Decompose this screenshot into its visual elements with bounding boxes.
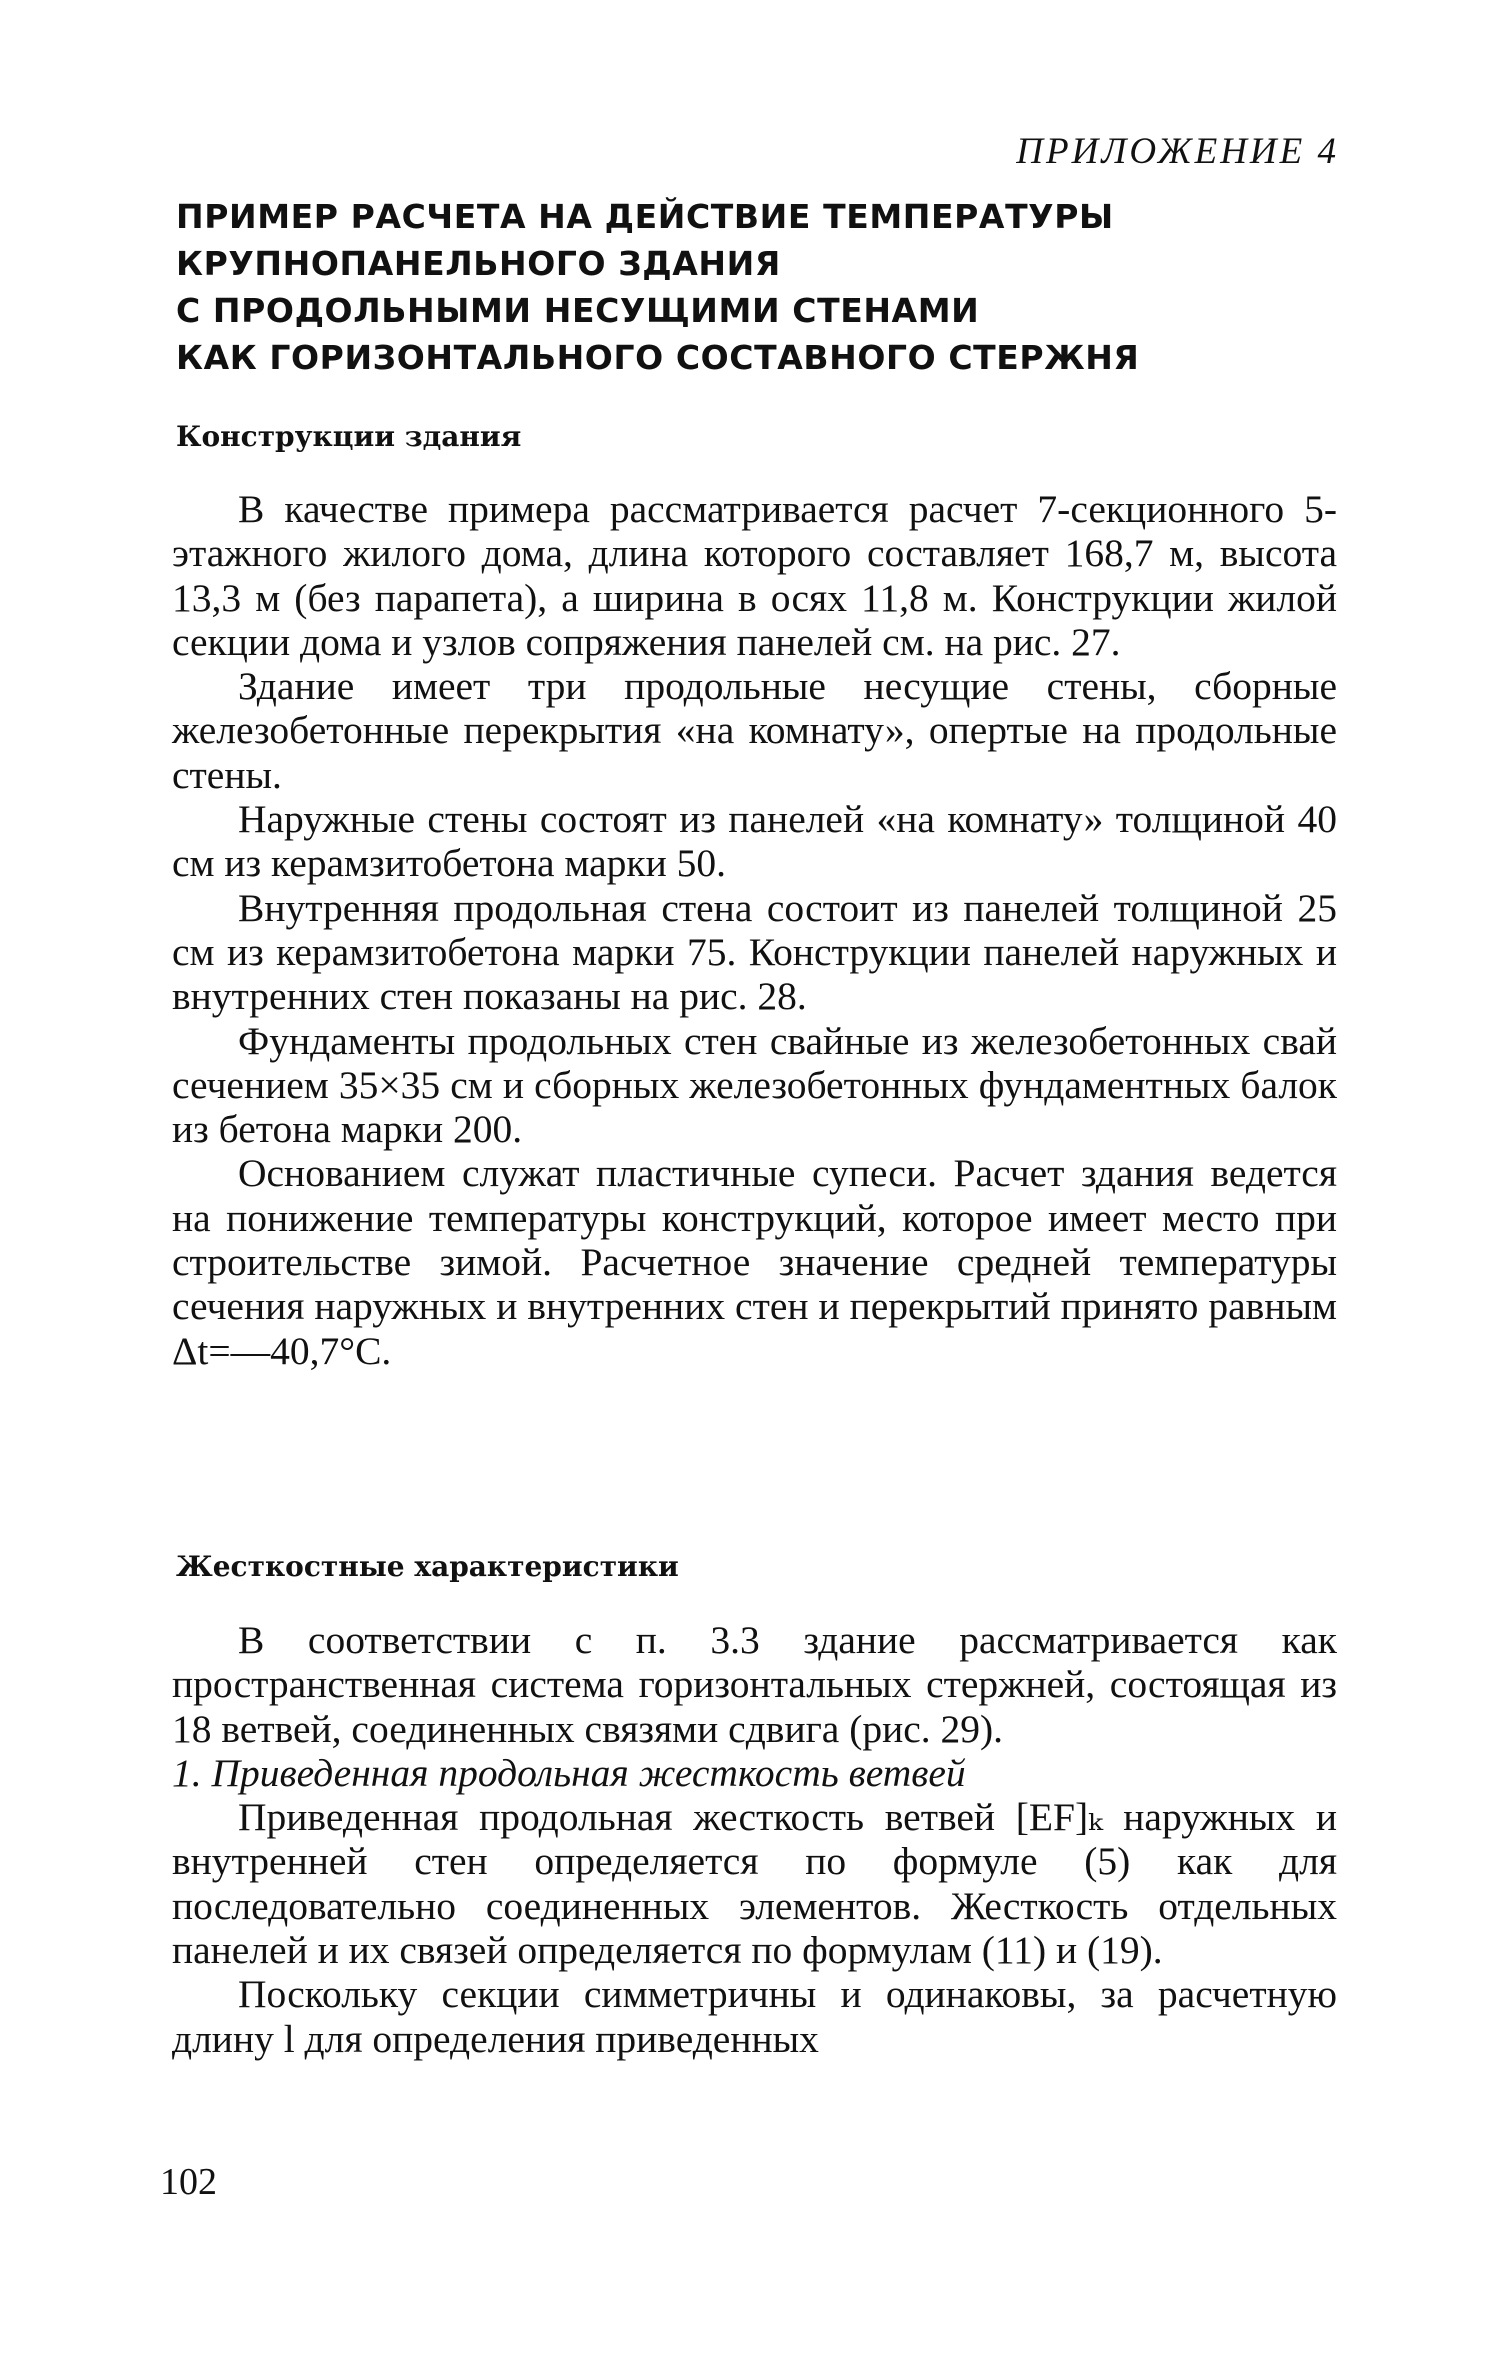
title-line: ПРИМЕР РАСЧЕТА НА ДЕЙСТВИЕ ТЕМПЕРАТУРЫ bbox=[176, 197, 1114, 236]
page-number: 102 bbox=[160, 2161, 217, 2203]
subheading: 1. Приведенная продольная жесткость ветвей bbox=[172, 1750, 966, 1795]
section-heading-constructions: Конструкции здания bbox=[176, 420, 522, 453]
section-heading-stiffness: Жесткостные характеристики bbox=[176, 1550, 679, 1583]
page-title bbox=[176, 193, 1366, 381]
paragraph: Здание имеет три продольные несущие стены, сборные железобетонные перекрытия «на комнату», опертые на продольные стены. bbox=[172, 664, 1337, 797]
paragraph: Наружные стены состоят из панелей «на комнату» толщиной 40 см из керамзитобетона марки 50. bbox=[172, 797, 1337, 886]
paragraph: Фундаменты продольных стен свайные из железобетонных свай сечением 35×35 см и сборных железобетонных фундаментных балок из бетона марки 200. bbox=[172, 1018, 1337, 1152]
paragraph: В качестве примера рассматривается расчет 7-секционного 5-этажного жилого дома, длина которого составляет 168,7 м, высота 13,3 м (без парапета), а ширина в осях 11,8 м. Конструкции жилой секции дома и узлов сопряжения панелей см. на рис. 27. bbox=[172, 487, 1337, 664]
paragraph: Приведенная продольная жесткость ветвей [EF]ₖ наружных и внутренней стен определяется по формуле (5) как для последовательно соединенных элементов. Жесткость отдельных панелей и их связей определяется по формулам (11) и (19). bbox=[172, 1795, 1337, 1973]
title-line: КАК ГОРИЗОНТАЛЬНОГО СОСТАВНОГО СТЕРЖНЯ bbox=[176, 338, 1140, 377]
paragraph: В соответствии с п. 3.3 здание рассматривается как пространственная система горизонтальных стержней, состоящая из 18 ветвей, соединенных связями сдвига (рис. 29). bbox=[172, 1618, 1337, 1751]
appendix-label: ПРИЛОЖЕНИЕ 4 bbox=[1016, 131, 1339, 172]
title-line: КРУПНОПАНЕЛЬНОГО ЗДАНИЯ bbox=[176, 244, 781, 283]
paragraph: Внутренняя продольная стена состоит из панелей толщиной 25 см из керамзитобетона марки 75. Конструкции панелей наружных и внутренних стен показаны на рис. 28. bbox=[172, 885, 1337, 1019]
paragraph: Основанием служат пластичные супеси. Расчет здания ведется на понижение температуры конструкций, которое имеет место при строительстве зимой. Расчетное значение средней температуры сечения наружных и внутренних стен и перекрытий принято равным Δt=—40,7°C. bbox=[172, 1151, 1337, 1373]
paragraph: Поскольку секции симметричны и одинаковы, за расчетную длину l для определения приведенных bbox=[172, 1972, 1337, 2061]
section-stiffness-body bbox=[172, 1618, 1337, 2061]
title-line: С ПРОДОЛЬНЫМИ НЕСУЩИМИ СТЕНАМИ bbox=[176, 291, 980, 330]
section-constructions-body bbox=[172, 487, 1337, 1373]
